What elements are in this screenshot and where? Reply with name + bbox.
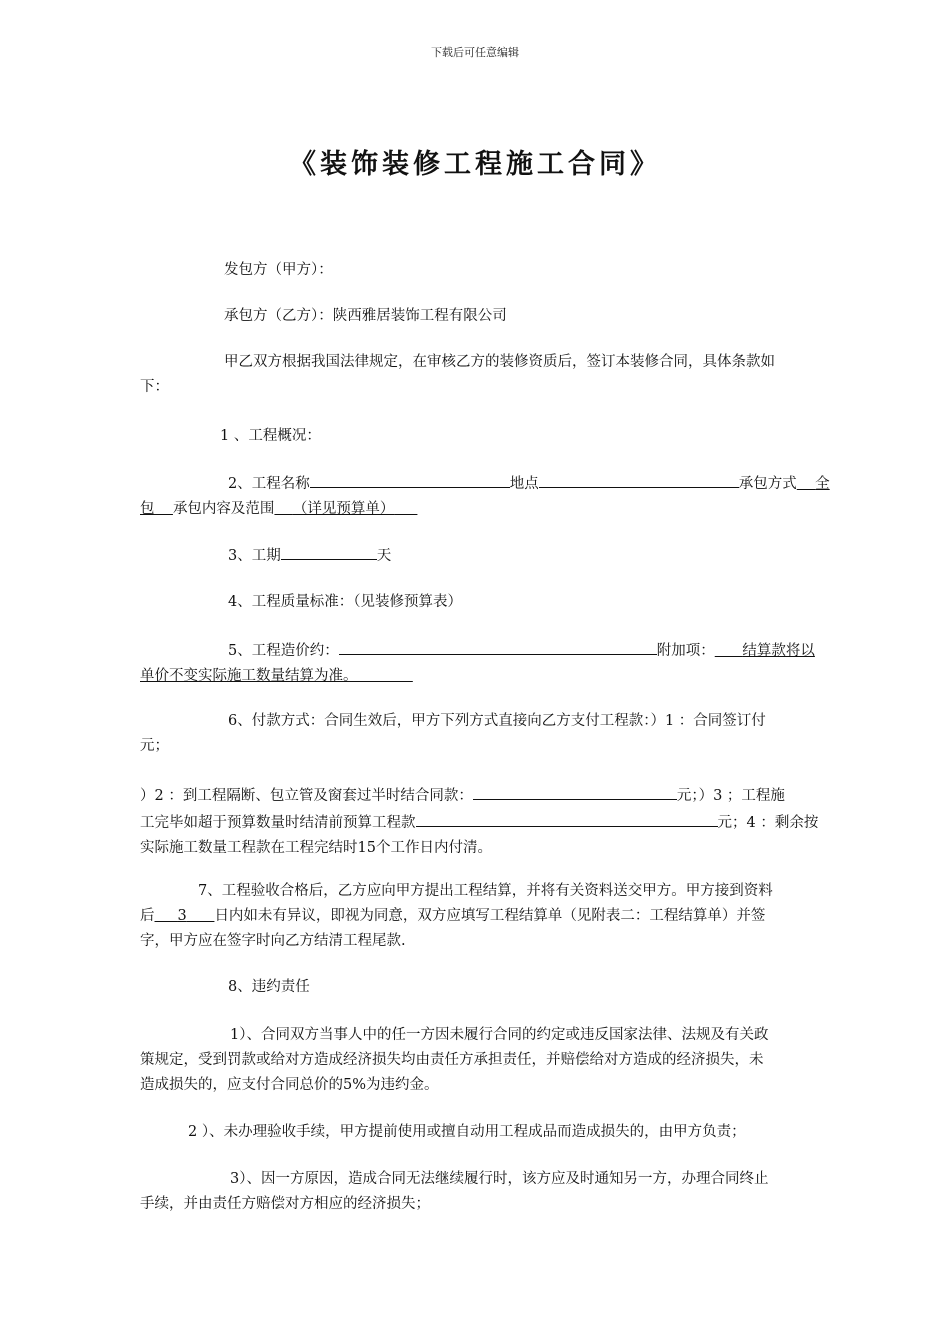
section-7-line-1: 7、工程验收合格后，乙方应向甲方提出工程结算，并将有关资料送交甲方。甲方接到资料 <box>198 883 773 899</box>
payment-item-3-blank[interactable] <box>416 809 718 827</box>
intro-line-1: 甲乙双方根据我国法律规定，在审核乙方的装修资质后，签订本装修合同，具体条款如 <box>224 354 775 370</box>
project-name-label: 2、工程名称 <box>228 476 310 492</box>
section-7-line-3: 字，甲方应在签字时向乙方结清工程尾款. <box>140 933 406 949</box>
payment-item-4-text: 元；4 ：剩余按 <box>717 815 819 831</box>
section-8-heading: 8、违约责任 <box>228 979 310 995</box>
project-place-blank[interactable] <box>539 470 739 488</box>
project-name-blank[interactable] <box>310 470 510 488</box>
intro-line-2: 下： <box>140 379 169 395</box>
clause-8-1-paragraph <box>140 1023 860 1098</box>
duration-label: 3、工期 <box>228 548 281 564</box>
payment-item-3-text: 元；）3 ；工程施 <box>676 788 785 804</box>
clause-8-2-line: 2 ）、未办理验收手续，甲方提前使用或擅自动用工程成品而造成损失的，由甲方负责； <box>188 1124 746 1140</box>
extra-label: 附加项： <box>656 643 715 659</box>
clause-8-3-line-1: 3）、因一方原因，造成合同无法继续履行时，该方应及时通知另一方，办理合同终止 <box>230 1171 769 1187</box>
price-label: 5、工程造价约： <box>228 643 339 659</box>
payment-item-2-blank[interactable] <box>473 782 677 800</box>
section-5-line-2 <box>140 664 860 689</box>
acceptance-days: 3 <box>177 908 187 924</box>
duration-blank[interactable] <box>281 542 377 560</box>
contract-mode-value-end: 包 <box>140 501 155 517</box>
section-5-paragraph <box>140 637 860 689</box>
duration-unit: 天 <box>376 548 392 564</box>
clause-8-1-line-1: 1）、合同双方当事人中的任一方因未履行合同的约定或违反国家法律、法规及有关政 <box>230 1027 769 1043</box>
extra-value-end: 单价不变实际施工数量结算为准。 <box>140 668 358 684</box>
contract-mode-value-start: 全 <box>815 476 830 492</box>
header-note: 下载后可任意编辑 <box>431 46 519 59</box>
extra-value-start: 结算款将以 <box>742 643 815 659</box>
payment-line-1 <box>140 782 860 809</box>
section-3-line <box>140 542 860 569</box>
payment-line-2 <box>140 809 860 836</box>
section-1-heading: 1 、工程概况： <box>220 428 321 444</box>
section-2-line-1 <box>140 470 860 497</box>
clause-8-1-line-2: 策规定，受到罚款或给对方造成经济损失均由责任方承担责任，并赔偿给对方造成的经济损失，未 <box>140 1052 764 1068</box>
scope-value: （详见预算单） <box>292 501 395 517</box>
section-5-line-1 <box>140 637 860 664</box>
document-title: 《装饰装修工程施工合同》 <box>289 149 661 180</box>
payment-paragraph <box>140 782 860 861</box>
payment-item-2-text: ）2 ：到工程隔断、包立管及窗套过半时结合同款： <box>140 788 473 804</box>
section-7-text-a: 后 <box>140 908 155 924</box>
payment-line-3: 实际施工数量工程款在工程完结时15个工作日内付清。 <box>140 840 492 856</box>
party-a-line: 发包方（甲方）： <box>224 262 333 278</box>
project-place-label: 地点 <box>509 476 539 492</box>
section-7-line-2 <box>140 904 860 929</box>
intro-paragraph <box>140 350 860 400</box>
clause-8-1-line-3: 造成损失的，应支付合同总价的5%为违约金。 <box>140 1077 439 1093</box>
clause-8-3-paragraph <box>140 1167 860 1217</box>
section-6-line-1: 6、付款方式：合同生效后，甲方下列方式直接向乙方支付工程款：）1 ：合同签订付 <box>228 713 766 729</box>
section-2-line-2 <box>140 497 860 522</box>
clause-8-3-line-2: 手续，并由责任方赔偿对方相应的经济损失； <box>140 1196 430 1212</box>
section-2-paragraph <box>140 470 860 522</box>
section-4-line: 4、工程质量标准：（见装修预算表） <box>228 594 462 610</box>
price-blank[interactable] <box>339 637 657 655</box>
section-6-paragraph <box>140 709 860 759</box>
section-7-text-b: 日内如未有异议，即视为同意，双方应填写工程结算单（见附表二：工程结算单）并签 <box>214 908 766 924</box>
section-6-line-2: 元； <box>140 738 169 754</box>
party-b-line: 承包方（乙方）：陕西雅居装饰工程有限公司 <box>224 308 507 324</box>
contract-mode-label: 承包方式 <box>738 476 797 492</box>
payment-item-3-continued: 工完毕如超于预算数量时结清前预算工程款 <box>140 815 416 831</box>
section-7-paragraph <box>140 879 860 954</box>
scope-label: 承包内容及范围 <box>172 501 275 517</box>
